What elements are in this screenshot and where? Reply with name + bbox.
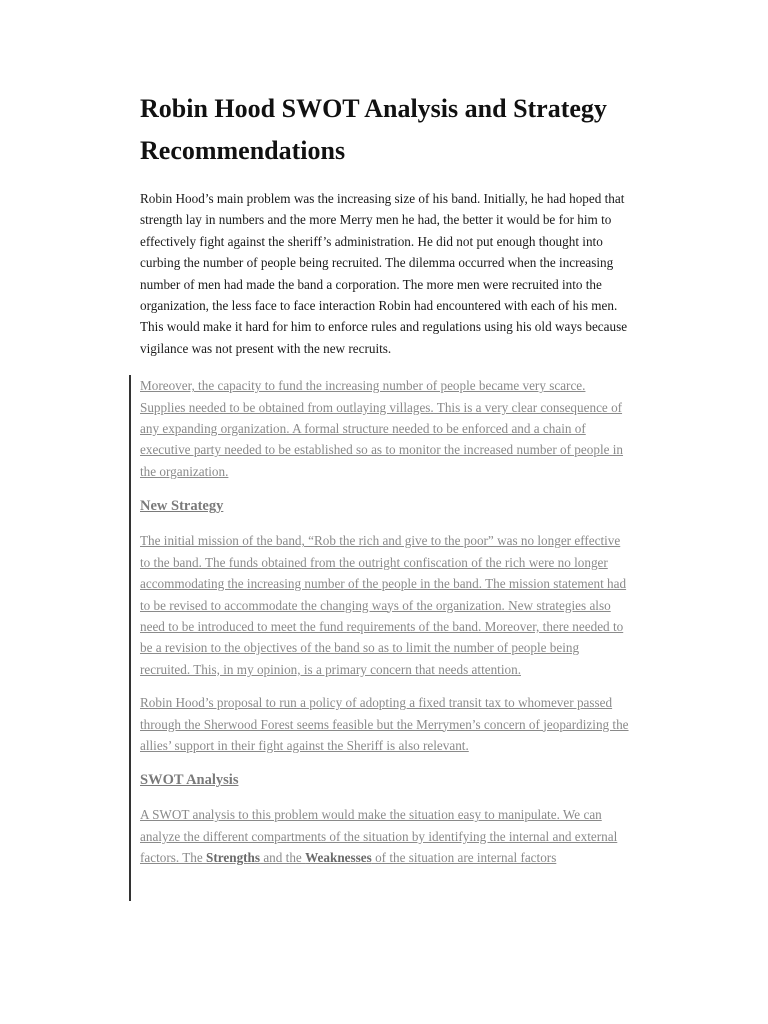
paragraph-funding: Moreover, the capacity to fund the increasing number of people became very scarce. Supplies needed to be obtained from outlaying villages. This is a very clear consequence of any expanding organization. A formal structure needed to be enforced and a chain of executive party needed to be established so as to monitor the increased number of people in the organization. (140, 378, 624, 479)
document-page (140, 88, 632, 881)
strengths-term: Strengths (206, 850, 261, 866)
swot-text-middle: and the (260, 850, 306, 866)
document-title: Robin Hood SWOT Analysis and Strategy Recommendations (140, 94, 607, 165)
weaknesses-term: Weaknesses (305, 850, 372, 866)
change-bar (129, 375, 131, 901)
heading-new-strategy: New Strategy (140, 498, 224, 515)
heading-swot-analysis: SWOT Analysis (140, 772, 239, 789)
swot-text-before: A SWOT analysis to this problem would make the situation easy to manipulate. We can analyze the different compartments of the situation by identifying the internal and external factors. The (140, 807, 618, 866)
paragraph-intro: Robin Hood’s main problem was the increasing size of his band. Initially, he had hoped that strength lay in numbers and the more Merry men he had, the better it would be for him to effectively fight against the sheriff’s administration. He did not put enough thought into curbing the number of people being recruited. The dilemma occurred when the increasing number of men had made the band a corporation. The more men were recruited into the organization, the less face to face interaction Robin had encountered with each of his men. This would make it hard for him to enforce rules and regulations using his old ways because vigilance was not present with the new recruits. (140, 191, 628, 356)
paragraph-transit-tax: Robin Hood’s proposal to run a policy of adopting a fixed transit tax to whomever passed through the Sherwood Forest seems feasible but the Merrymen’s concern of jeopardizing the allies’ support in their fight against the Sheriff is also relevant. (140, 695, 629, 753)
swot-text-after: of the situation are internal factors (371, 850, 557, 866)
revised-section (140, 375, 632, 868)
paragraph-mission: The initial mission of the band, “Rob the rich and give to the poor” was no longer effective to the band. The funds obtained from the outright confiscation of the rich were no longer accommodating the increasing number of the people in the band. The mission statement had to be revised to accommodate the changing ways of the organization. New strategies also need to be introduced to meet the fund requirements of the band. Moreover, there needed to be a revision to the objectives of the band so as to limit the number of people being recruited. This, in my opinion, is a primary concern that needs attention. (140, 533, 627, 677)
paragraph-swot (140, 804, 632, 868)
